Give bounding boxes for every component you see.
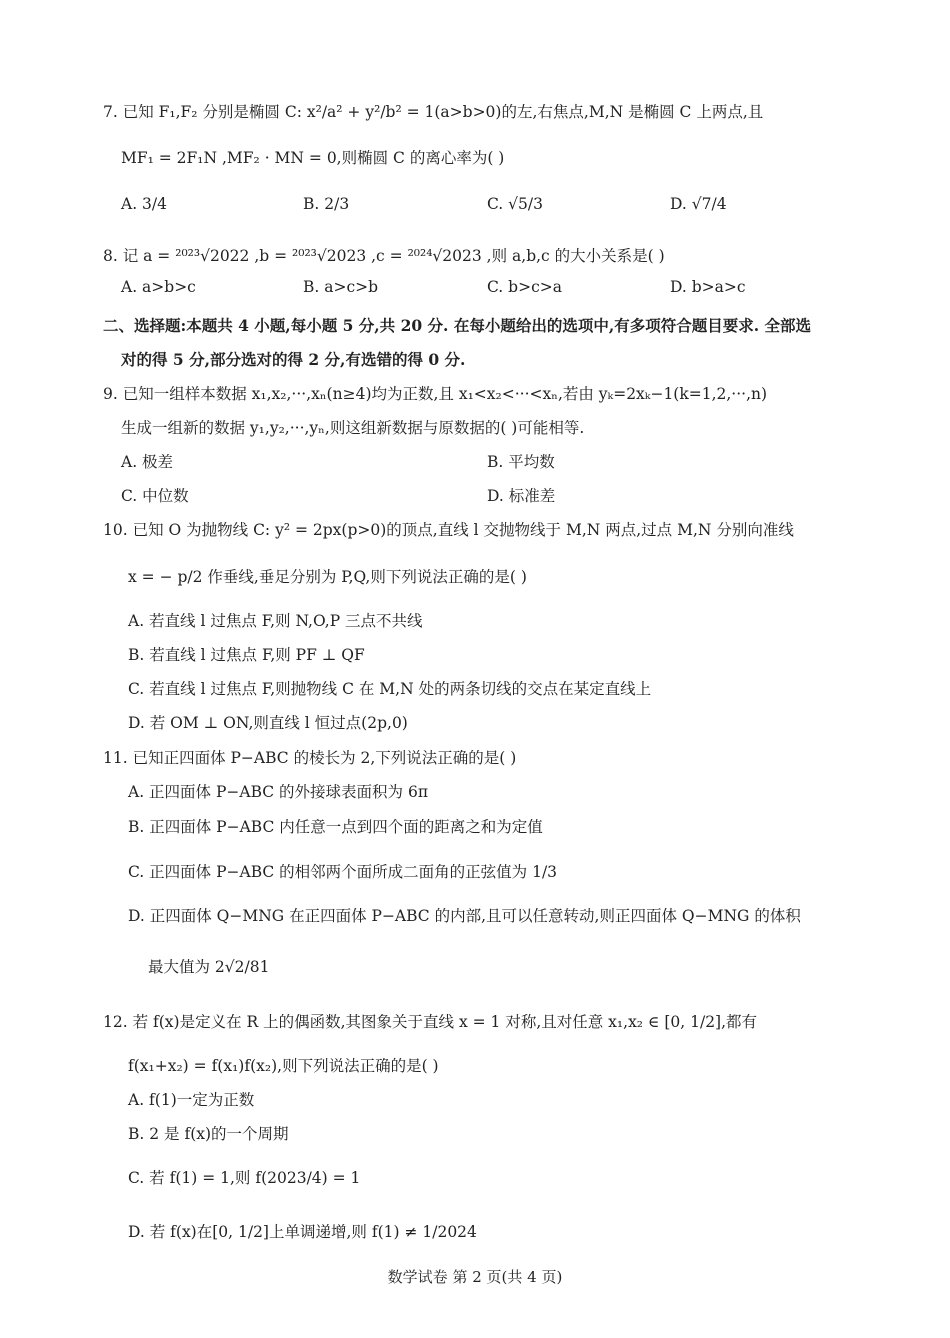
q12-option-b: B. 2 是 f(x)的一个周期 <box>128 1125 289 1143</box>
q11-option-d: D. 正四面体 Q−MNG 在正四面体 P−ABC 的内部,且可以任意转动,则正四面体 Q−MNG 的体积 <box>128 907 801 925</box>
q11-option-a: A. 正四面体 P−ABC 的外接球表面积为 6π <box>128 783 429 801</box>
section2-heading-line1: 二、选择题:本题共 4 小题,每小题 5 分,共 20 分. 在每小题给出的选项中,有多项符合题目要求. 全部选 <box>103 316 812 335</box>
q9-stem-line1: 9. 已知一组样本数据 x₁,x₂,···,xₙ(n≥4)均为正数,且 x₁<x₂<···<xₙ,若由 yₖ=2xₖ−1(k=1,2,···,n) <box>103 385 768 403</box>
q8-stem: 8. 记 a = ²⁰²³√2022 ,b = ²⁰²³√2023 ,c = ²⁰²⁴√2023 ,则 a,b,c 的大小关系是( ) <box>103 247 665 265</box>
q10-option-d: D. 若 OM ⊥ ON,则直线 l 恒过点(2p,0) <box>128 714 408 732</box>
q10-option-b: B. 若直线 l 过焦点 F,则 PF ⊥ QF <box>128 646 365 664</box>
q8-option-d: D. b>a>c <box>670 278 746 296</box>
q8-option-b: B. a>c>b <box>303 278 379 296</box>
q9-option-c: C. 中位数 <box>121 487 189 505</box>
section2-heading-line2: 对的得 5 分,部分选对的得 2 分,有选错的得 0 分. <box>121 350 466 369</box>
q12-option-d: D. 若 f(x)在[0, 1/2]上单调递增,则 f(1) ≠ 1/2024 <box>128 1223 477 1241</box>
q11-option-b: B. 正四面体 P−ABC 内任意一点到四个面的距离之和为定值 <box>128 818 543 836</box>
q10-option-c: C. 若直线 l 过焦点 F,则抛物线 C 在 M,N 处的两条切线的交点在某定直线上 <box>128 680 652 698</box>
q12-stem-line1: 12. 若 f(x)是定义在 R 上的偶函数,其图象关于直线 x = 1 对称,且对任意 x₁,x₂ ∈ [0, 1/2],都有 <box>103 1013 758 1031</box>
q11-option-d-cont: 最大值为 2√2/81 <box>148 958 270 976</box>
page-footer: 数学试卷 第 2 页(共 4 页) <box>387 1268 563 1286</box>
q7-stem-line2: MF₁ = 2F₁N ,MF₂ · MN = 0,则椭圆 C 的离心率为( ) <box>121 149 505 167</box>
q7-option-c: C. √5/3 <box>487 195 543 213</box>
q7-option-d: D. √7/4 <box>670 195 727 213</box>
q9-stem-line2: 生成一组新的数据 y₁,y₂,···,yₙ,则这组新数据与原数据的( )可能相等. <box>121 419 585 437</box>
q9-option-a: A. 极差 <box>121 453 174 471</box>
q7-stem-line1: 7. 已知 F₁,F₂ 分别是椭圆 C: x²/a² + y²/b² = 1(a>b>0)的左,右焦点,M,N 是椭圆 C 上两点,且 <box>103 103 764 121</box>
q10-option-a: A. 若直线 l 过焦点 F,则 N,O,P 三点不共线 <box>128 612 423 630</box>
q12-option-c: C. 若 f(1) = 1,则 f(2023/4) = 1 <box>128 1169 361 1187</box>
q9-option-b: B. 平均数 <box>487 453 555 471</box>
q12-option-a: A. f(1)一定为正数 <box>128 1091 255 1109</box>
q9-option-d: D. 标准差 <box>487 487 556 505</box>
q12-stem-line2: f(x₁+x₂) = f(x₁)f(x₂),则下列说法正确的是( ) <box>128 1057 439 1075</box>
q10-stem-line2: x = − p/2 作垂线,垂足分别为 P,Q,则下列说法正确的是( ) <box>128 568 527 586</box>
q7-option-b: B. 2/3 <box>303 195 350 213</box>
q10-stem-line1: 10. 已知 O 为抛物线 C: y² = 2px(p>0)的顶点,直线 l 交抛物线于 M,N 两点,过点 M,N 分别向准线 <box>103 521 794 539</box>
q8-option-a: A. a>b>c <box>121 278 196 296</box>
q11-stem: 11. 已知正四面体 P−ABC 的棱长为 2,下列说法正确的是( ) <box>103 749 517 767</box>
q8-option-c: C. b>c>a <box>487 278 562 296</box>
q7-option-a: A. 3/4 <box>121 195 167 213</box>
q11-option-c: C. 正四面体 P−ABC 的相邻两个面所成二面角的正弦值为 1/3 <box>128 863 558 881</box>
